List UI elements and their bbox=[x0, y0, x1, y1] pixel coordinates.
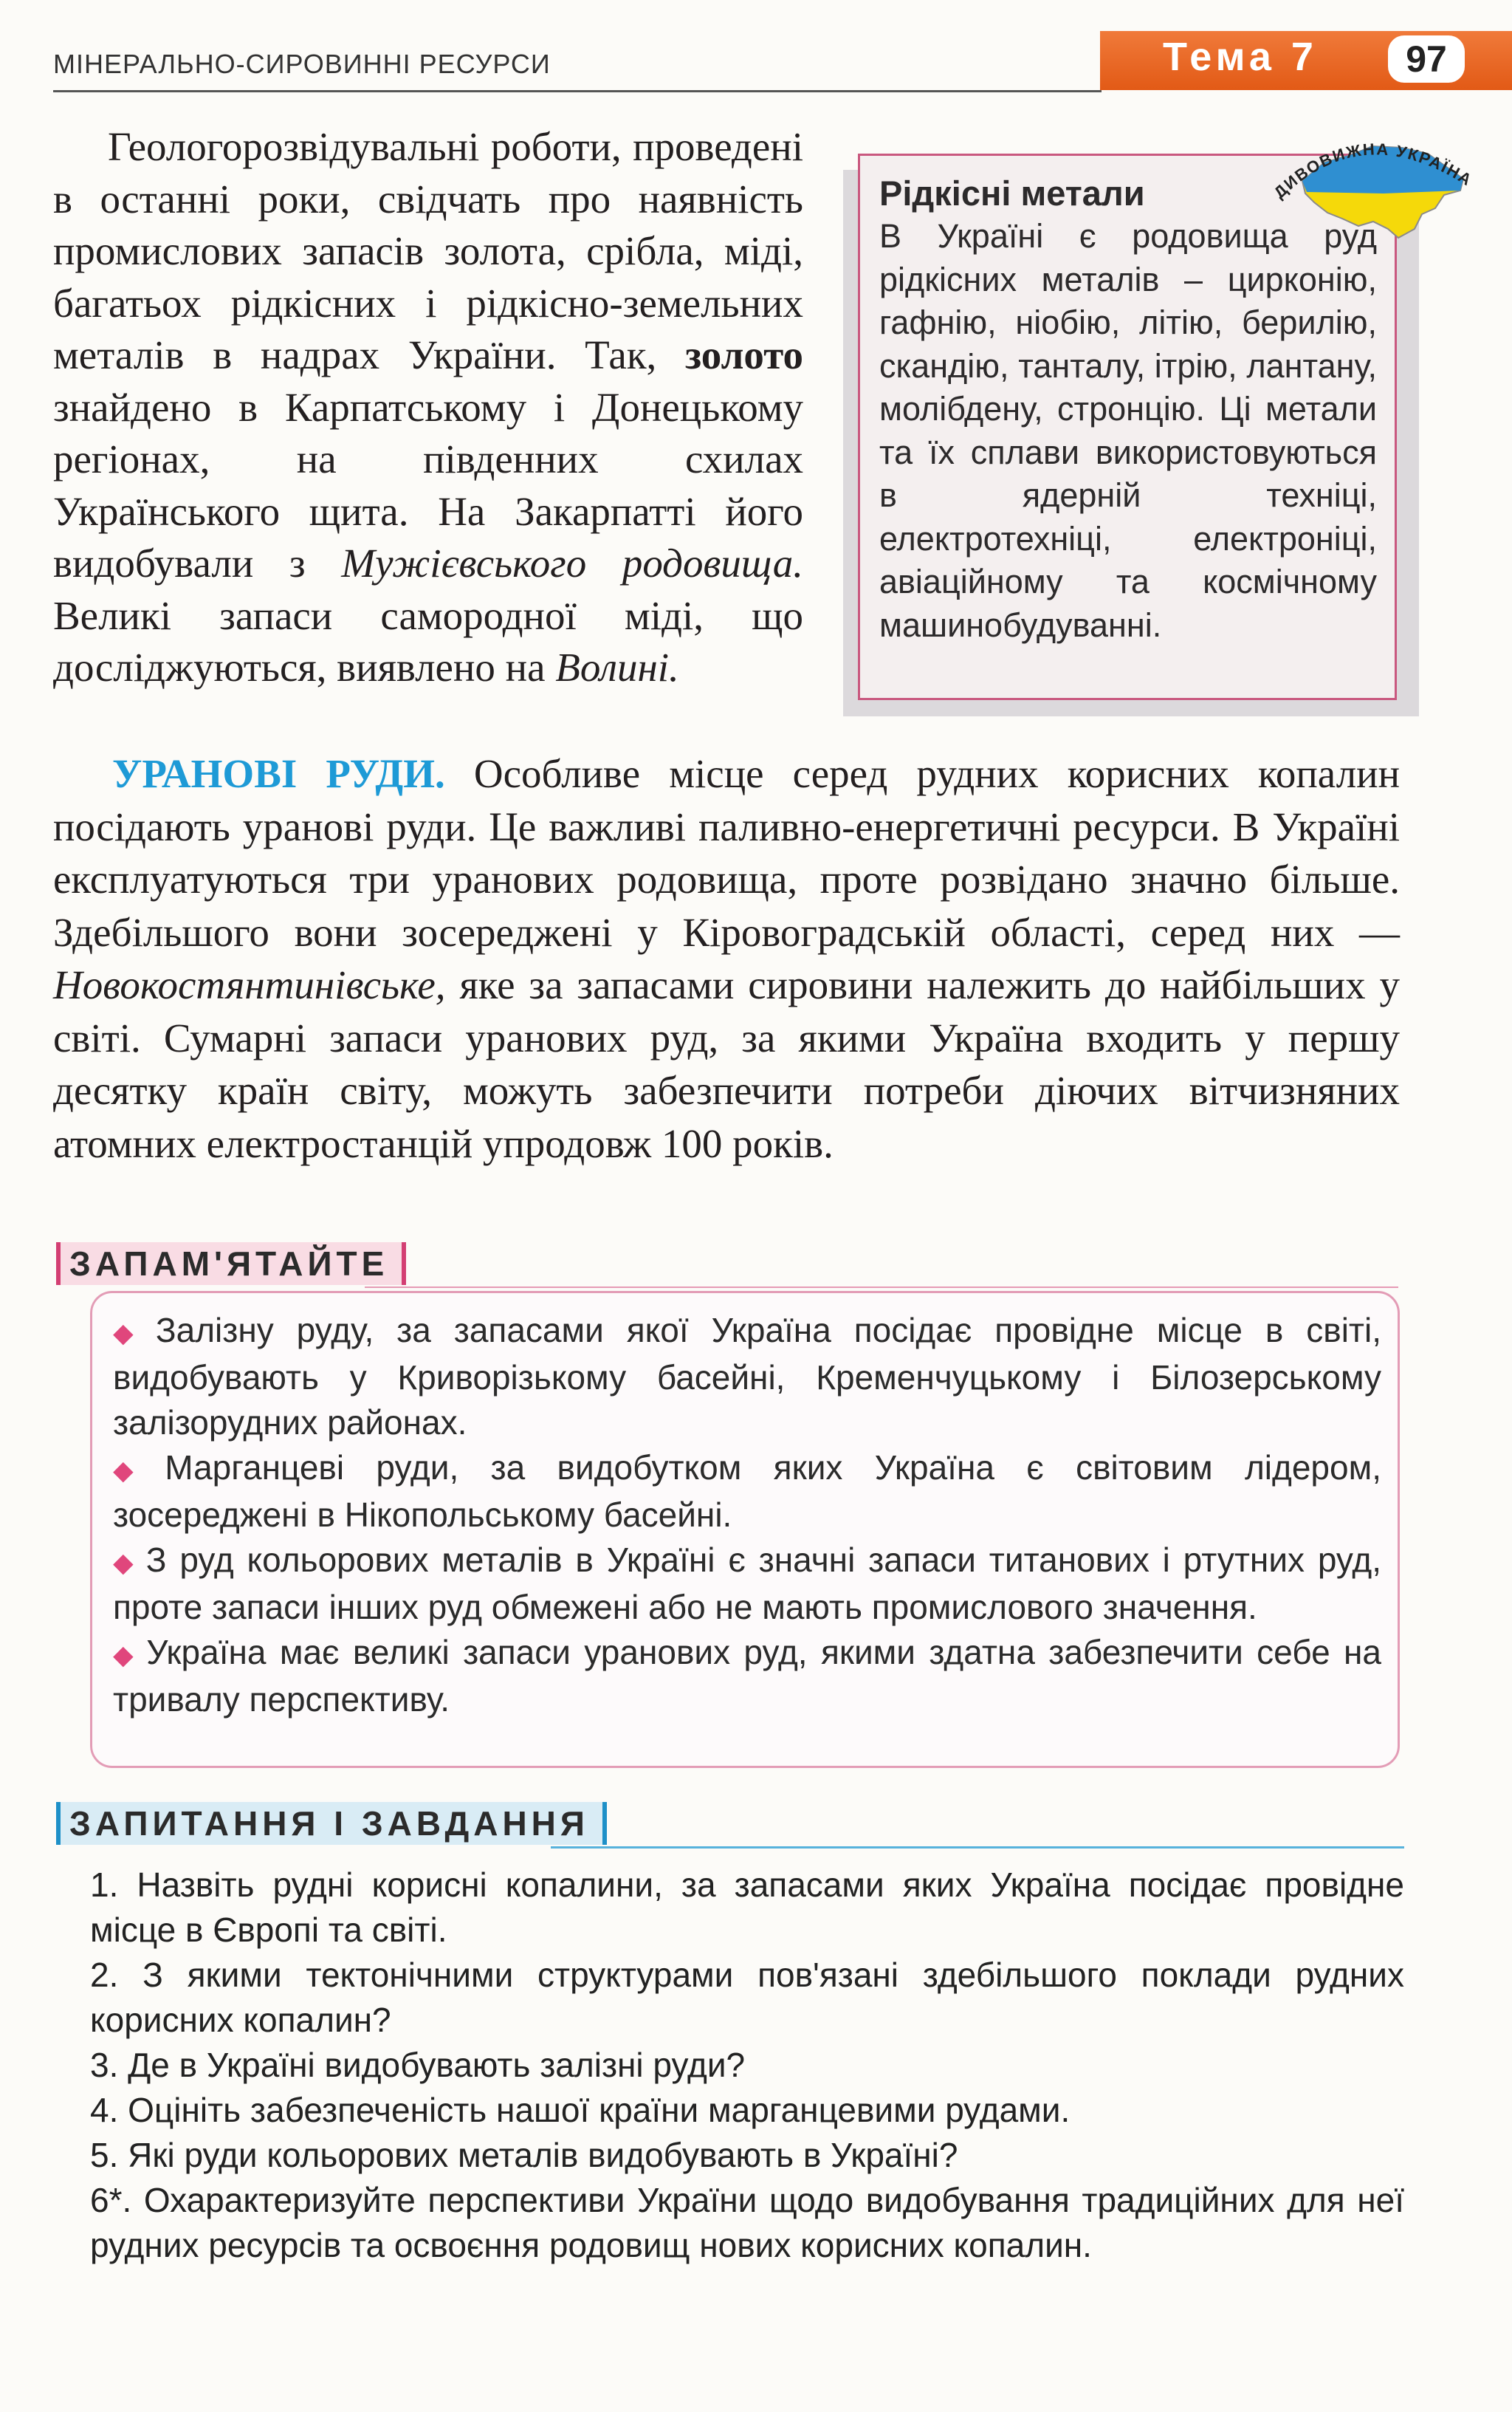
diamond-bullet-icon: ◆ bbox=[113, 1640, 138, 1670]
question-item: 3. Де в Україні видобувають залізні руди? bbox=[90, 2046, 746, 2084]
question-item: 4. Оцініть забезпеченість нашої країни марганцевими рудами. bbox=[90, 2091, 1071, 2129]
remember-item: ◆ Україна має великі запаси уранових руд, якими здатна забезпечити себе на тривалу перспективу. bbox=[113, 1633, 1381, 1719]
question-item: 2. З якими тектонічними структурами пов'язані здебільшого поклади рудних корисних копалин? bbox=[90, 1956, 1404, 2039]
question-item: 5. Які руди кольорових металів видобувають в Україні? bbox=[90, 2136, 958, 2174]
remember-item: ◆ Залізну руду, за запасами якої Україна посідає провідне місце в світі, видобувають у Криворізькому басейні, Кременчуцькому і Білозерському залізорудних районах. bbox=[113, 1311, 1381, 1442]
questions-rule bbox=[551, 1846, 1404, 1849]
uranium-text-2: яке за запасами сировини належить до найбільших у світі. Сумарні запаси уранових руд, за якими Україна входить у першу десятку країн світу, можуть забезпечити потреби діючих вітчизняних атомних електростанцій упродовж 100 років. bbox=[53, 962, 1400, 1166]
intro-text-1: Геологорозвідувальні роботи, проведені в останні роки, свідчать про наявність промислових запасів золота, срібла, міді, багатьох рідкісних і рідкісно-земельних металів в надрах України. Так, bbox=[53, 124, 803, 377]
intro-italic-deposit: Мужієвського родовища. bbox=[341, 541, 803, 586]
intro-italic-place: Волині. bbox=[555, 645, 679, 690]
remember-box bbox=[90, 1291, 1400, 1768]
sidebar-body: В Україні є родовища руд рідкісних металів – цирконію, гафнію, ніобію, літію, берилію, скандію, танталу, ітрію, лантану, молібдену, стронцію. Ці метали та їх сплави використовуються в ядерній техніці, електротехніці, електроніці, авіаційному та космічному машинобудуванні. bbox=[879, 217, 1377, 644]
topic-label: Тема 7 bbox=[1163, 35, 1318, 79]
intro-text-3: Великі запаси самородної міді, що досліджуються, виявлено на bbox=[53, 592, 803, 690]
intro-bold-gold: золото bbox=[685, 332, 803, 377]
uranium-heading: УРАНОВІ РУДИ. bbox=[112, 751, 445, 796]
question-item: 1. Назвіть рудні корисні копалини, за запасами яких Україна посідає провідне місце в Європі та світі. bbox=[90, 1865, 1404, 1949]
uranium-text-1: Особливе місце серед рудних корисних копалин посідають уранові руди. Це важливі паливно-енергетичні ресурси. В Україні експлуатуються три уранових родовища, проте розвідано значно більше. Здебільшого вони зосереджені у Кіровоградській області, серед них — bbox=[53, 751, 1401, 955]
questions-tag: ЗАПИТАННЯ І ЗАВДАННЯ bbox=[56, 1802, 607, 1845]
remember-item: ◆ Марганцеві руди, за видобутком яких Україна є світовим лідером, зосереджені в Нікопольському басейні. bbox=[113, 1448, 1381, 1534]
sidebar-title: Рідкісні метали bbox=[879, 174, 1145, 213]
remember-rule bbox=[365, 1286, 1398, 1288]
ukraine-map-badge-icon bbox=[1251, 111, 1480, 258]
remember-item: ◆ З руд кольорових металів в Україні є значні запаси титанових і ртутних руд, проте запаси інших руд обмежені або не мають промислового значення. bbox=[113, 1541, 1381, 1626]
page-number: 97 bbox=[1388, 35, 1465, 83]
questions-list bbox=[90, 1863, 1404, 2268]
diamond-bullet-icon: ◆ bbox=[113, 1547, 137, 1577]
intro-paragraph bbox=[53, 121, 803, 694]
badge-text: ДИВОВИЖНА УКРАЇНА bbox=[1270, 140, 1477, 202]
uranium-italic-deposit: Новокостянтинівське, bbox=[53, 962, 446, 1007]
diamond-bullet-icon: ◆ bbox=[113, 1455, 157, 1485]
intro-text-2: знайдено в Карпатському і Донецькому регіонах, на південних схилах Українського щита. На Закарпатті його видобували з bbox=[53, 384, 803, 586]
header-rule bbox=[53, 90, 1102, 92]
diamond-bullet-icon: ◆ bbox=[113, 1318, 147, 1348]
uranium-paragraph bbox=[53, 747, 1400, 1170]
remember-tag: ЗАПАМ'ЯТАЙТЕ bbox=[56, 1242, 406, 1285]
running-head: МІНЕРАЛЬНО-СИРОВИННІ РЕСУРСИ bbox=[53, 49, 551, 79]
question-item: 6*. Охарактеризуйте перспективи України щодо видобування традиційних для неї рудних ресурсів та освоєння родовищ нових корисних копалин. bbox=[90, 2181, 1404, 2264]
